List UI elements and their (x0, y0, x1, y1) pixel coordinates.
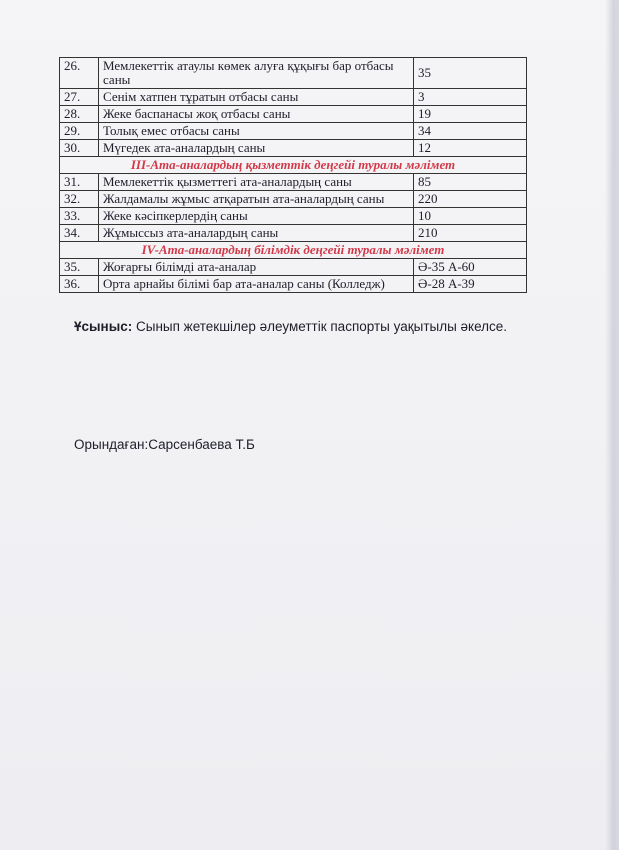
table-row (60, 259, 527, 276)
page-edge-shadow (605, 0, 619, 850)
row-value: 210 (414, 225, 527, 242)
row-label: Жұмыссыз ата-аналардың саны (99, 225, 414, 242)
recommendation (74, 319, 507, 334)
table-row (60, 225, 527, 242)
row-number: 35. (60, 259, 99, 276)
row-number: 32. (60, 191, 99, 208)
row-value: 3 (414, 89, 527, 106)
row-value: 10 (414, 208, 527, 225)
row-label: Жалдамалы жұмыс атқаратын ата-аналардың саны (99, 191, 414, 208)
table-row (60, 174, 527, 191)
table-row (60, 106, 527, 123)
row-number: 29. (60, 123, 99, 140)
social-passport-table (59, 57, 527, 293)
row-label: Мүгедек ата-аналардың саны (99, 140, 414, 157)
row-label: Мемлекеттік қызметтегі ата-аналардың саны (99, 174, 414, 191)
table-row (60, 140, 527, 157)
row-number: 27. (60, 89, 99, 106)
row-label: Жеке кәсіпкерлердің саны (99, 208, 414, 225)
section-header-row (60, 242, 527, 259)
table-row (60, 276, 527, 293)
row-number: 34. (60, 225, 99, 242)
table-row (60, 123, 527, 140)
table-row (60, 208, 527, 225)
row-number: 31. (60, 174, 99, 191)
row-label: Жеке баспанасы жоқ отбасы саны (99, 106, 414, 123)
section-header-row (60, 157, 527, 174)
row-value: Ә-28 А-39 (414, 276, 527, 293)
row-value: 220 (414, 191, 527, 208)
table-row (60, 58, 527, 89)
row-label: Мемлекеттік атаулы көмек алуға құқығы бар отбасы саны (99, 58, 414, 89)
row-value: Ә-35 А-60 (414, 259, 527, 276)
row-label: Толық емес отбасы саны (99, 123, 414, 140)
table-row (60, 89, 527, 106)
row-label: Сенім хатпен тұратын отбасы саны (99, 89, 414, 106)
signature-line: Орындаған:Сарсенбаева Т.Б (74, 437, 255, 452)
table-row (60, 191, 527, 208)
row-number: 28. (60, 106, 99, 123)
row-label: Орта арнайы білімі бар ата-аналар саны (Колледж) (99, 276, 414, 293)
row-value: 85 (414, 174, 527, 191)
section-heading: III-Ата-аналардың қызметтік деңгейі туралы мәлімет (60, 157, 527, 174)
row-label: Жоғарғы білімді ата-аналар (99, 259, 414, 276)
row-value: 12 (414, 140, 527, 157)
recommendation-label: Ұсыныс: (74, 319, 133, 334)
row-number: 33. (60, 208, 99, 225)
row-number: 26. (60, 58, 99, 89)
section-heading: IV-Ата-аналардың білімдік деңгейі туралы мәлімет (60, 242, 527, 259)
row-value: 34 (414, 123, 527, 140)
row-value: 35 (414, 58, 527, 89)
row-value: 19 (414, 106, 527, 123)
row-number: 36. (60, 276, 99, 293)
recommendation-text: Сынып жетекшілер әлеуметтік паспорты уақытылы әкелсе. (132, 319, 508, 334)
row-number: 30. (60, 140, 99, 157)
